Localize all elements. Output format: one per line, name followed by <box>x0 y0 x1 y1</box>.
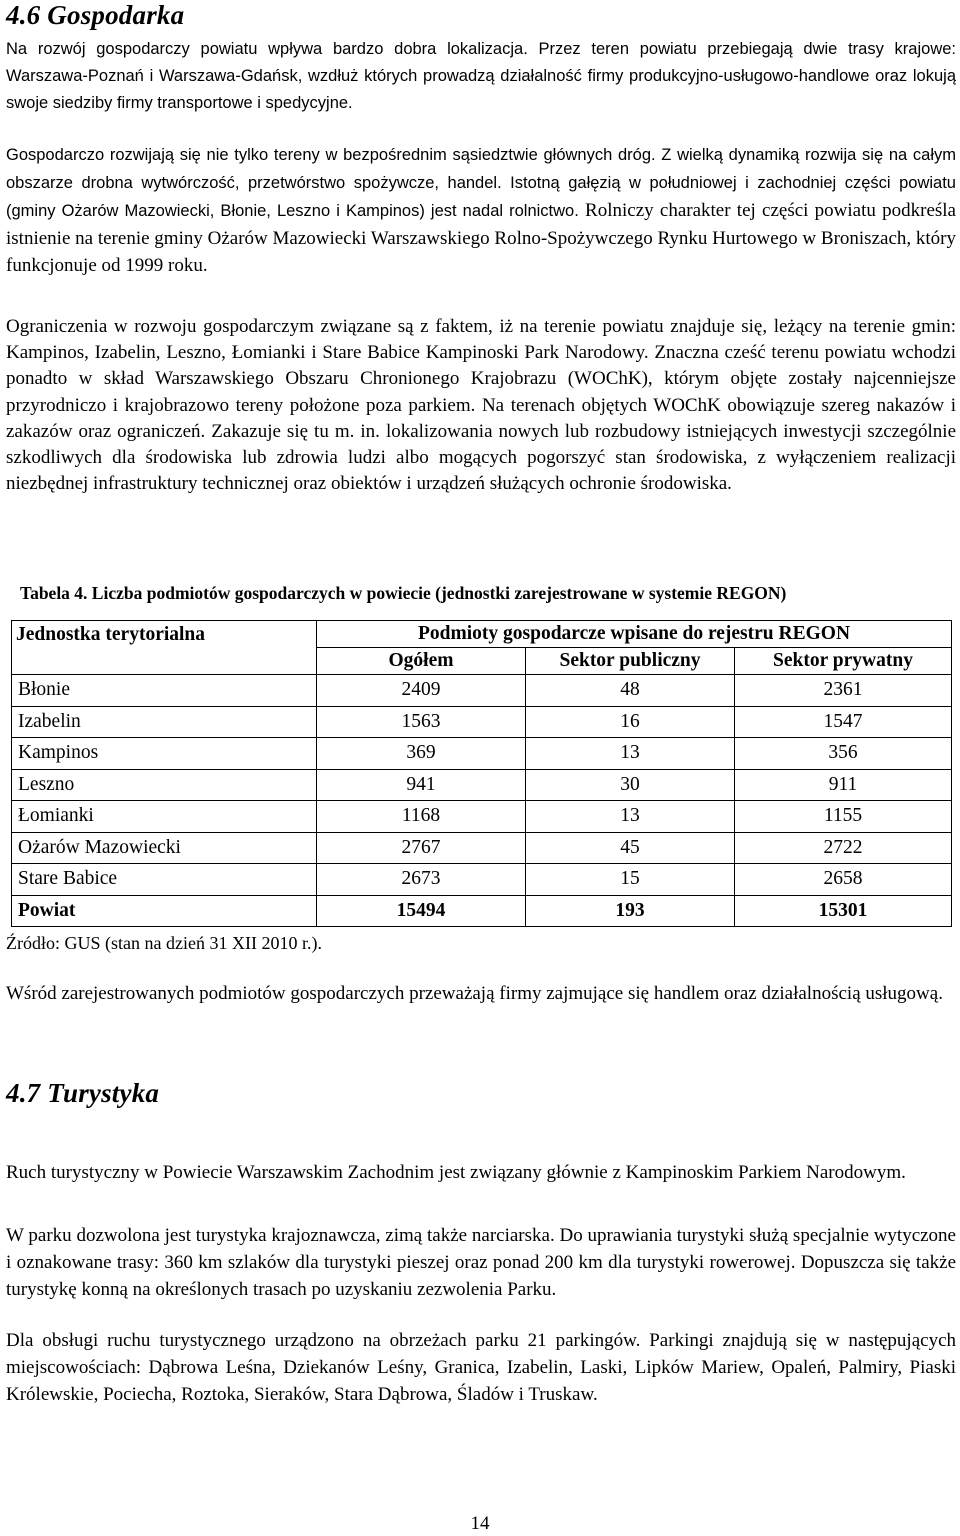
cell-total: 1168 <box>317 801 526 833</box>
paragraph-after-table: Wśród zarejestrowanych podmiotów gospodarczych przeważają firmy zajmujące się handlem oraz działalnością usługową. <box>6 983 943 1004</box>
paragraph-restrictions: Ograniczenia w rozwoju gospodarczym związane są z faktem, iż na terenie powiatu znajduje się, leżący na terenie gmin: Kampinos, Izabelin, Leszno, Łomianki i Stare Babice Kampinoski Park Narodowy. Znaczna cześć terenu powiatu wchodzi ponadto w skład Warszawskiego Obszaru Chronionego Krajobrazu (WOChK), którym objęte zostały najcenniejsze przyrodniczo i krajobrazowo tereny położone poza parkiem. Na terenach objętych WOChK obowiązuje szereg nakazów i zakazów oraz ograniczeń. Zakazuje się tu m. in. lokalizowania nowych lub rozbudowy istniejących inwestycji szczególnie szkodliwych dla środowiska lub zdrowia ludzi albo mogących pogorszyć stan środowiska, z wyłączeniem realizacji niezbędnej infrastruktury technicznej oraz obiektów i urządzeń służących ochronie środowiska. <box>6 316 956 495</box>
cell-public: 45 <box>526 832 735 864</box>
cell-total: 369 <box>317 738 526 770</box>
section-heading-gospodarka: 4.6 Gospodarka <box>6 0 185 30</box>
paragraph-location: Na rozwój gospodarczy powiatu wpływa bardzo dobra lokalizacja. Przez teren powiatu przebiegają dwie trasy krajowe: Warszawa-Poznań i Warszawa-Gdańsk, wzdłuż których prowadzą działalność firmy produkcyjno-usługowo-handlowe oraz lokują swoje siedziby firmy transportowe i spedycyjne. <box>6 40 956 112</box>
cell-private: 2658 <box>735 864 952 896</box>
table-total-row <box>12 895 952 927</box>
cell-private: 2722 <box>735 832 952 864</box>
table-row <box>12 706 952 738</box>
cell-total: 2409 <box>317 675 526 707</box>
cell-private: 1155 <box>735 801 952 833</box>
table-row <box>12 801 952 833</box>
cell-unit-name: Ożarów Mazowiecki <box>12 832 317 864</box>
cell-unit-name: Kampinos <box>12 738 317 770</box>
paragraph-development-part-a: Gospodarczo rozwijają się nie tylko tereny w bezpośrednim sąsiedztwie głównych dróg. Z wielką dynamiką rozwija się na całym obszarze drobna wytwórczość, przetwórstwo spożywcze, handel. Istotną gałęzią w południowej i zachodniej części powiatu (gminy Ożarów Mazowiecki, Błonie, Leszno i Kampinos) jest nadal rolnictwo. <box>6 146 956 220</box>
cell-private: 911 <box>735 769 952 801</box>
table-source-note: Źródło: GUS (stan na dzień 31 XII 2010 r.). <box>6 933 322 953</box>
cell-total: 2673 <box>317 864 526 896</box>
header-public-sector: Sektor publiczny <box>526 648 735 675</box>
header-total: Ogółem <box>317 648 526 675</box>
cell-total-private: 15301 <box>735 895 952 927</box>
table-row <box>12 769 952 801</box>
paragraph-tourism-intro: Ruch turystyczny w Powiecie Warszawskim Zachodnim jest związany głównie z Kampinoskim Parkiem Narodowym. <box>6 1162 906 1183</box>
table-row <box>12 675 952 707</box>
cell-unit-name: Izabelin <box>12 706 317 738</box>
cell-total-public: 193 <box>526 895 735 927</box>
cell-public: 48 <box>526 675 735 707</box>
page-number: 14 <box>470 1513 490 1534</box>
cell-public: 30 <box>526 769 735 801</box>
cell-total-all: 15494 <box>317 895 526 927</box>
cell-total: 941 <box>317 769 526 801</box>
cell-public: 16 <box>526 706 735 738</box>
cell-unit-name: Błonie <box>12 675 317 707</box>
table-header-row <box>12 621 952 648</box>
cell-total: 2767 <box>317 832 526 864</box>
cell-private: 356 <box>735 738 952 770</box>
header-private-sector: Sektor prywatny <box>735 648 952 675</box>
header-regon-group: Podmioty gospodarcze wpisane do rejestru REGON <box>317 621 952 648</box>
table-row <box>12 738 952 770</box>
table-row <box>12 832 952 864</box>
cell-total-label: Powiat <box>12 895 317 927</box>
header-territorial-unit: Jednostka terytorialna <box>12 621 317 675</box>
cell-total: 1563 <box>317 706 526 738</box>
table-row <box>12 864 952 896</box>
cell-unit-name: Łomianki <box>12 801 317 833</box>
cell-unit-name: Leszno <box>12 769 317 801</box>
section-heading-turystyka: 4.7 Turystyka <box>6 1078 160 1108</box>
cell-unit-name: Stare Babice <box>12 864 317 896</box>
regon-table <box>11 620 952 927</box>
cell-public: 13 <box>526 801 735 833</box>
cell-private: 1547 <box>735 706 952 738</box>
table-caption: Tabela 4. Liczba podmiotów gospodarczych w powiecie (jednostki zarejestrowane w systemie REGON) <box>20 583 787 603</box>
paragraph-tourism-trails: W parku dozwolona jest turystyka krajoznawcza, zimą także narciarska. Do uprawiania turystyki służą specjalnie wytyczone i oznakowane trasy: 360 km szlaków dla turystyki pieszej oraz ponad 200 km dla turystyki rowerowej. Dopuszcza się także turystykę konną na określonych trasach po uzyskaniu zezwolenia Parku. <box>6 1225 956 1300</box>
cell-private: 2361 <box>735 675 952 707</box>
paragraph-development-part-b: Rolniczy charakter tej części powiatu podkreśla istnienie na terenie gminy Ożarów Mazowiecki Warszawskiego Rolno-Spożywczego Rynku Hurtowego w Broniszach, który funkcjonuje od 1999 roku. <box>6 200 956 276</box>
paragraph-development <box>6 141 956 279</box>
paragraph-tourism-parking: Dla obsługi ruchu turystycznego urządzono na obrzeżach parku 21 parkingów. Parkingi znajdują się w następujących miejscowościach: Dąbrowa Leśna, Dziekanów Leśny, Granica, Izabelin, Laski, Lipków Mariew, Opaleń, Palmiry, Piaski Królewskie, Pociecha, Roztoka, Sieraków, Stara Dąbrowa, Śladów i Truskaw. <box>6 1330 956 1405</box>
cell-public: 13 <box>526 738 735 770</box>
cell-public: 15 <box>526 864 735 896</box>
